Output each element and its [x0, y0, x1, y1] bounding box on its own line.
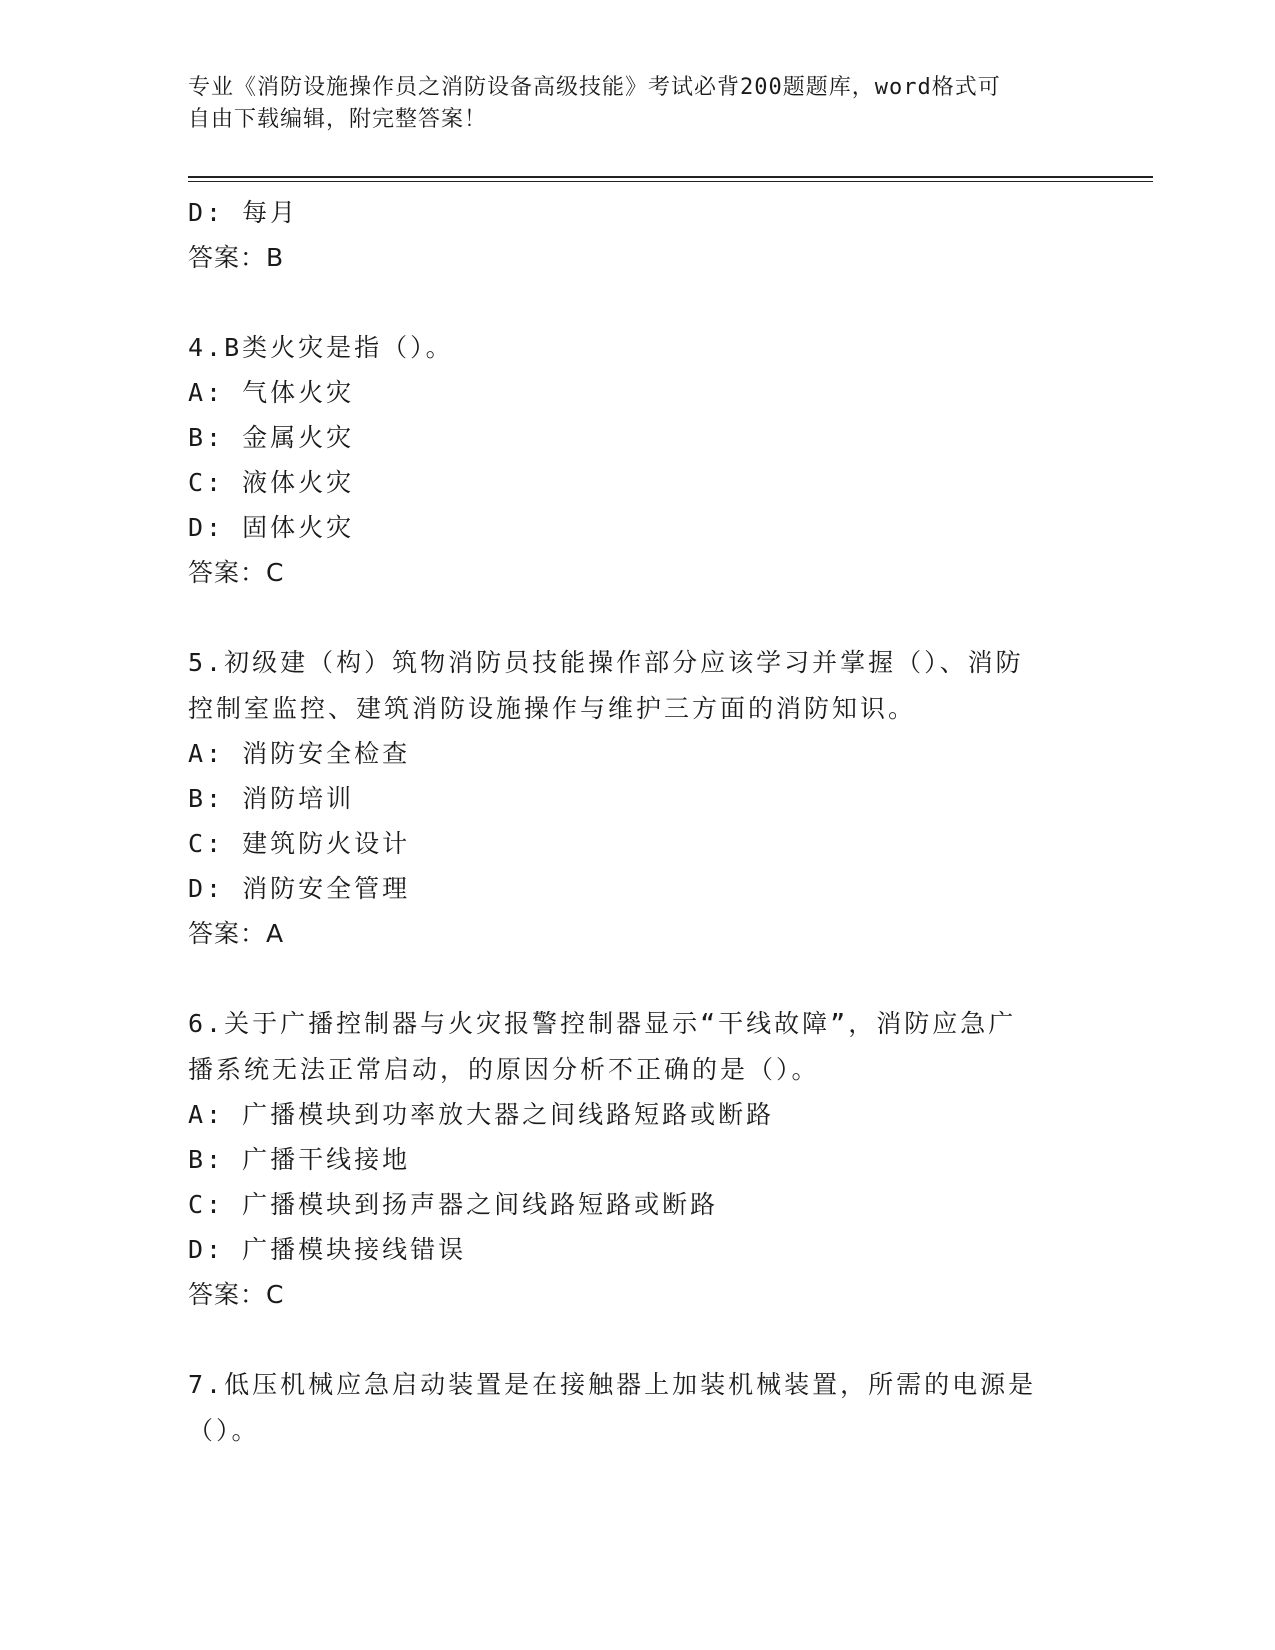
answer: 答案：A [188, 919, 285, 948]
option-d: D: 广播模块接线错误 [188, 1235, 467, 1264]
option-a: A: 广播模块到功率放大器之间线路短路或断路 [188, 1100, 775, 1129]
option-d: D: 每月 [188, 198, 299, 227]
answer: 答案：C [188, 558, 285, 587]
answer: 答案：B [188, 243, 285, 272]
option-c: C: 液体火灾 [188, 468, 355, 497]
question-stem-continued: （）。 [188, 1416, 260, 1445]
header-line-2: 自由下载编辑，附完整答案！ [188, 107, 488, 132]
option-c: C: 广播模块到扬声器之间线路短路或断路 [188, 1190, 719, 1219]
question-stem-continued: 控制室监控、建筑消防设施操作与维护三方面的消防知识。 [188, 694, 917, 723]
question-stem: 4.B类火灾是指（）。 [188, 333, 454, 362]
option-a: A: 气体火灾 [188, 378, 355, 407]
option-b: B: 金属火灾 [188, 423, 355, 452]
question-list [188, 190, 1088, 1453]
option-d: D: 固体火灾 [188, 513, 355, 542]
option-b: B: 消防培训 [188, 784, 355, 813]
question-7 [188, 1362, 1088, 1453]
header-divider-thick [188, 176, 1153, 178]
option-c: C: 建筑防火设计 [188, 829, 411, 858]
question-stem: 7.低压机械应急启动装置是在接触器上加装机械装置，所需的电源是 [188, 1370, 1037, 1399]
option-b: B: 广播干线接地 [188, 1145, 411, 1174]
question-4 [188, 325, 1088, 595]
document-header [188, 72, 1068, 136]
question-stem: 5.初级建（构）筑物消防员技能操作部分应该学习并掌握（）、消防 [188, 648, 1024, 677]
header-divider-thin [188, 181, 1153, 182]
option-d: D: 消防安全管理 [188, 874, 411, 903]
question-5 [188, 640, 1088, 956]
question-stem: 6.关于广播控制器与火灾报警控制器显示“干线故障”，消防应急广 [188, 1009, 1017, 1038]
header-line-1: 专业《消防设施操作员之消防设备高级技能》考试必背200题题库，word格式可 [188, 75, 1001, 100]
question-6 [188, 1001, 1088, 1317]
question-stem-continued: 播系统无法正常启动，的原因分析不正确的是（）。 [188, 1055, 820, 1084]
answer: 答案：C [188, 1280, 285, 1309]
option-a: A: 消防安全检查 [188, 739, 411, 768]
